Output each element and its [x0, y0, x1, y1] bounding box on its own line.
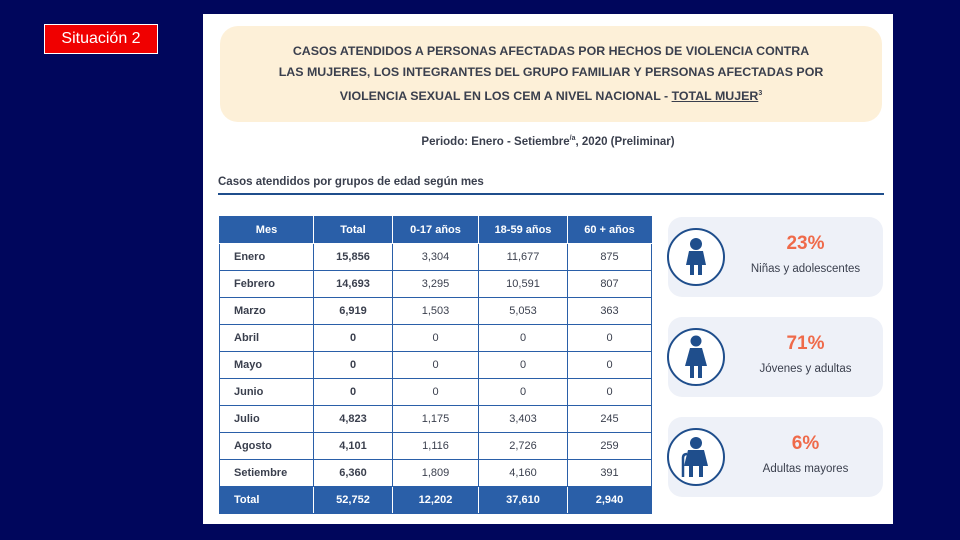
age-18-59-cell: 5,053 — [479, 298, 568, 325]
age-18-59-cell: 3,403 — [479, 406, 568, 433]
total-cell: 6,360 — [314, 460, 393, 487]
age-18-59-cell: 2,726 — [479, 433, 568, 460]
section-divider — [218, 193, 884, 195]
column-header: Mes — [220, 217, 314, 244]
age-0-17-cell: 0 — [393, 325, 479, 352]
period-suffix: , 2020 (Preliminar) — [575, 135, 675, 148]
total-cell: 0 — [314, 325, 393, 352]
age-0-17-cell: 1,809 — [393, 460, 479, 487]
age-60-plus-cell: 0 — [568, 325, 652, 352]
total-60-plus-cell: 2,940 — [568, 487, 652, 514]
total-cell: 15,856 — [314, 244, 393, 271]
month-cell: Enero — [220, 244, 314, 271]
period-label — [203, 135, 893, 148]
period-footnote-mark: /a — [569, 135, 576, 142]
age-18-59-cell: 4,160 — [479, 460, 568, 487]
table-total-row — [220, 487, 652, 514]
grand-total-cell: 52,752 — [314, 487, 393, 514]
banner-footnote-mark: 3 — [758, 89, 763, 97]
table-row — [220, 460, 652, 487]
column-header: 60 + años — [568, 217, 652, 244]
month-cell: Mayo — [220, 352, 314, 379]
situation-tag: Situación 2 — [44, 24, 158, 54]
woman-icon — [667, 328, 725, 386]
age-60-plus-cell: 391 — [568, 460, 652, 487]
age-18-59-cell: 11,677 — [479, 244, 568, 271]
total-cell: 14,693 — [314, 271, 393, 298]
period-prefix: Periodo: Enero - Setiembre — [421, 135, 570, 148]
stat-card-elderly — [668, 417, 883, 497]
table-row — [220, 352, 652, 379]
month-cell: Abril — [220, 325, 314, 352]
girl-icon — [667, 228, 725, 286]
column-header: Total — [314, 217, 393, 244]
column-header: 18-59 años — [479, 217, 568, 244]
stat-percent: 6% — [791, 433, 820, 454]
banner-line-3 — [340, 83, 762, 107]
age-0-17-cell: 1,503 — [393, 298, 479, 325]
total-cell: 4,823 — [314, 406, 393, 433]
banner-line-2: LAS MUJERES, LOS INTEGRANTES DEL GRUPO FAMILIAR Y PERSONAS AFECTADAS POR — [278, 64, 824, 79]
age-18-59-cell: 0 — [479, 325, 568, 352]
elderly-woman-icon — [667, 428, 725, 486]
month-cell: Setiembre — [220, 460, 314, 487]
month-cell: Febrero — [220, 271, 314, 298]
banner-emphasis: TOTAL MUJER — [671, 89, 759, 104]
table-row — [220, 271, 652, 298]
age-0-17-cell: 1,116 — [393, 433, 479, 460]
stat-label: Jóvenes y adultas — [759, 363, 852, 375]
age-60-plus-cell: 807 — [568, 271, 652, 298]
banner-line-1: CASOS ATENDIDOS A PERSONAS AFECTADAS POR HECHOS DE VIOLENCIA CONTRA — [292, 43, 810, 58]
age-60-plus-cell: 0 — [568, 379, 652, 406]
month-cell: Marzo — [220, 298, 314, 325]
age-0-17-cell: 1,175 — [393, 406, 479, 433]
cases-table — [219, 216, 652, 514]
stat-card-women — [668, 317, 883, 397]
section-subtitle: Casos atendidos por grupos de edad según mes — [218, 176, 484, 188]
stat-card-girls — [668, 217, 883, 297]
title-banner — [220, 26, 882, 122]
table-header-row — [220, 217, 652, 244]
age-0-17-cell: 0 — [393, 379, 479, 406]
banner-line-3-prefix: VIOLENCIA SEXUAL EN LOS CEM A NIVEL NACIONAL - — [339, 89, 672, 104]
table-row — [220, 433, 652, 460]
age-0-17-cell: 3,295 — [393, 271, 479, 298]
age-18-59-cell: 10,591 — [479, 271, 568, 298]
total-cell: 6,919 — [314, 298, 393, 325]
table-row — [220, 298, 652, 325]
table-row — [220, 406, 652, 433]
age-18-59-cell: 0 — [479, 352, 568, 379]
total-0-17-cell: 12,202 — [393, 487, 479, 514]
age-60-plus-cell: 259 — [568, 433, 652, 460]
stat-label: Adultas mayores — [762, 463, 849, 475]
table-row — [220, 379, 652, 406]
month-cell: Junio — [220, 379, 314, 406]
month-cell: Julio — [220, 406, 314, 433]
age-60-plus-cell: 875 — [568, 244, 652, 271]
content-panel — [203, 14, 893, 524]
total-18-59-cell: 37,610 — [479, 487, 568, 514]
age-60-plus-cell: 245 — [568, 406, 652, 433]
age-0-17-cell: 0 — [393, 352, 479, 379]
table-row — [220, 244, 652, 271]
age-60-plus-cell: 363 — [568, 298, 652, 325]
month-cell: Agosto — [220, 433, 314, 460]
age-18-59-cell: 0 — [479, 379, 568, 406]
age-0-17-cell: 3,304 — [393, 244, 479, 271]
total-cell: 0 — [314, 352, 393, 379]
age-60-plus-cell: 0 — [568, 352, 652, 379]
total-cell: 0 — [314, 379, 393, 406]
table-row — [220, 325, 652, 352]
column-header: 0-17 años — [393, 217, 479, 244]
stat-percent: 71% — [786, 333, 825, 354]
total-cell: 4,101 — [314, 433, 393, 460]
total-label-cell: Total — [220, 487, 314, 514]
stat-label: Niñas y adolescentes — [750, 263, 861, 275]
stat-percent: 23% — [786, 233, 825, 254]
